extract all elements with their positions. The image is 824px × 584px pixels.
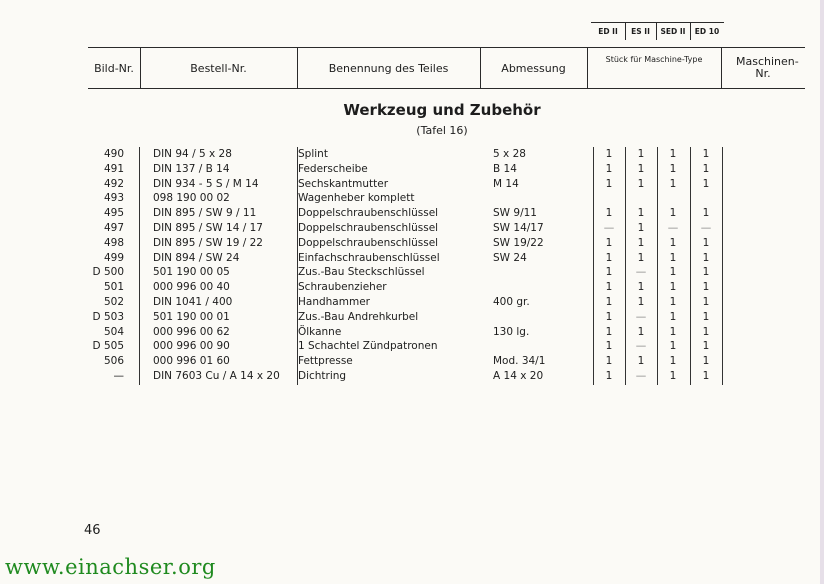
table-row xyxy=(0,147,824,162)
cell-benennung: Doppelschraubenschlüssel xyxy=(298,207,439,220)
cell-bestell-nr: 000 996 00 62 xyxy=(153,325,230,338)
page-number: 46 xyxy=(84,523,101,538)
table-row xyxy=(0,221,824,236)
cell-bild-nr: D 503 xyxy=(92,310,124,323)
cell-stueck-type-2: — xyxy=(635,266,647,279)
watermark-url: www.einachser.org xyxy=(5,555,216,579)
cell-bild-nr: 504 xyxy=(103,325,124,338)
cell-benennung: Doppelschraubenschlüssel xyxy=(298,236,439,249)
cell-stueck-type-1: 1 xyxy=(605,355,613,368)
table-row xyxy=(0,295,824,310)
cell-stueck-type-4: 1 xyxy=(702,296,710,308)
table-row xyxy=(0,206,824,221)
cell-stueck-type-3: 1 xyxy=(669,310,677,323)
cell-bestell-nr: DIN 1041 / 400 xyxy=(153,296,233,308)
cell-benennung: 1 Schachtel Zündpatronen xyxy=(298,340,438,353)
table-row xyxy=(0,280,824,295)
section-title: Werkzeug und Zubehör xyxy=(343,101,541,119)
cell-stueck-type-2: 1 xyxy=(637,296,645,308)
cell-stueck-type-4: 1 xyxy=(702,310,710,323)
cell-stueck-type-1: 1 xyxy=(605,162,613,175)
table-row xyxy=(0,251,824,266)
table-row xyxy=(0,325,824,340)
cell-bild-nr: D 500 xyxy=(92,266,124,279)
cell-stueck-type-2: 1 xyxy=(637,281,645,294)
cell-stueck-type-2: 1 xyxy=(637,207,645,220)
cell-abmessung: A 14 x 20 xyxy=(493,370,544,382)
header-bestell-nr: Bestell-Nr. xyxy=(190,61,247,75)
cell-bild-nr: 490 xyxy=(103,148,124,160)
cell-bestell-nr: 501 190 00 01 xyxy=(153,310,230,323)
cell-bild-nr: 491 xyxy=(103,162,124,175)
cell-abmessung: SW 19/22 xyxy=(493,236,544,249)
cell-abmessung: 130 lg. xyxy=(493,325,530,338)
cell-bestell-nr: 098 190 00 02 xyxy=(153,192,230,205)
page-edge xyxy=(820,0,824,584)
cell-bestell-nr: 000 996 00 40 xyxy=(153,281,230,294)
cell-stueck-type-3: 1 xyxy=(669,251,677,264)
cell-abmessung: Mod. 34/1 xyxy=(493,355,546,368)
cell-stueck-type-2: 1 xyxy=(637,251,645,264)
cell-stueck-type-2: — xyxy=(635,370,647,382)
cell-stueck-type-2: — xyxy=(635,310,647,323)
cell-bild-nr: 495 xyxy=(103,207,124,220)
cell-bestell-nr: DIN 895 / SW 9 / 11 xyxy=(153,207,257,220)
cell-bild-nr: 493 xyxy=(103,192,124,205)
cell-bild-nr: 498 xyxy=(103,236,124,249)
cell-bild-nr: 502 xyxy=(103,296,124,308)
cell-stueck-type-1: 1 xyxy=(605,266,613,279)
type-es2: ES II xyxy=(631,27,650,36)
cell-stueck-type-3: 1 xyxy=(669,325,677,338)
cell-benennung: Fettpresse xyxy=(298,355,353,368)
cell-stueck-type-3: 1 xyxy=(669,340,677,353)
cell-benennung: Doppelschraubenschlüssel xyxy=(298,222,439,234)
table-row xyxy=(0,265,824,280)
cell-stueck-type-4: 1 xyxy=(702,207,710,220)
cell-stueck-type-2: 1 xyxy=(637,162,645,175)
cell-benennung: Ölkanne xyxy=(298,325,342,338)
cell-stueck-type-4: 1 xyxy=(702,340,710,353)
cell-bestell-nr: DIN 895 / SW 19 / 22 xyxy=(153,236,263,249)
header-stueck: Stück für Maschine-Type xyxy=(605,54,703,64)
cell-abmessung: SW 14/17 xyxy=(493,222,544,234)
cell-bild-nr: 499 xyxy=(103,251,124,264)
cell-benennung: Zus.-Bau Andrehkurbel xyxy=(298,310,419,323)
cell-stueck-type-1: 1 xyxy=(605,340,613,353)
type-ed10: ED 10 xyxy=(694,27,720,36)
cell-stueck-type-2: 1 xyxy=(637,355,645,368)
cell-stueck-type-4: 1 xyxy=(702,266,710,279)
table-header xyxy=(88,47,805,89)
cell-bild-nr: 501 xyxy=(103,281,124,294)
cell-stueck-type-3: 1 xyxy=(669,266,677,279)
cell-stueck-type-3: 1 xyxy=(669,148,677,160)
table-row xyxy=(0,354,824,369)
cell-stueck-type-4: 1 xyxy=(702,251,710,264)
cell-stueck-type-1: 1 xyxy=(605,325,613,338)
cell-stueck-type-3: 1 xyxy=(669,177,677,190)
cell-bild-nr: 497 xyxy=(103,222,124,234)
cell-bild-nr: 492 xyxy=(103,177,124,190)
cell-bestell-nr: DIN 94 / 5 x 28 xyxy=(153,148,232,160)
cell-stueck-type-4: 1 xyxy=(702,236,710,249)
cell-benennung: Dichtring xyxy=(298,370,347,382)
cell-stueck-type-2: 1 xyxy=(637,148,645,160)
cell-stueck-type-1: 1 xyxy=(605,207,613,220)
cell-stueck-type-1: 1 xyxy=(605,236,613,249)
cell-stueck-type-2: 1 xyxy=(637,177,645,190)
header-bild-nr: Bild-Nr. xyxy=(94,61,134,75)
cell-benennung: Einfachschraubenschlüssel xyxy=(298,251,440,264)
cell-stueck-type-4: 1 xyxy=(702,355,710,368)
cell-stueck-type-3: 1 xyxy=(669,370,677,382)
section-subtitle: (Tafel 16) xyxy=(416,124,468,137)
cell-benennung: Wagenheber komplett xyxy=(298,192,415,205)
cell-bild-nr: — xyxy=(113,370,124,382)
cell-bild-nr: D 505 xyxy=(92,340,124,353)
cell-stueck-type-2: — xyxy=(635,340,647,353)
cell-stueck-type-2: 1 xyxy=(637,325,645,338)
cell-stueck-type-3: 1 xyxy=(669,236,677,249)
header-abmessung: Abmessung xyxy=(501,61,566,75)
table-row xyxy=(0,236,824,251)
cell-abmessung: 400 gr. xyxy=(493,296,530,308)
cell-abmessung: B 14 xyxy=(493,162,517,175)
cell-stueck-type-1: 1 xyxy=(605,177,613,190)
cell-bestell-nr: DIN 7603 Cu / A 14 x 20 xyxy=(153,370,280,382)
header-benennung: Benennung des Teiles xyxy=(328,61,449,75)
cell-stueck-type-1: — xyxy=(603,222,615,234)
table-row xyxy=(0,162,824,177)
cell-stueck-type-4: 1 xyxy=(702,148,710,160)
cell-stueck-type-1: 1 xyxy=(605,370,613,382)
cell-stueck-type-4: 1 xyxy=(702,281,710,294)
table-row xyxy=(0,369,824,384)
cell-stueck-type-3: 1 xyxy=(669,281,677,294)
cell-abmessung: SW 9/11 xyxy=(493,207,537,220)
cell-benennung: Federscheibe xyxy=(298,162,368,175)
cell-bestell-nr: DIN 137 / B 14 xyxy=(153,162,230,175)
cell-stueck-type-3: 1 xyxy=(669,355,677,368)
cell-abmessung: 5 x 28 xyxy=(493,148,526,160)
cell-stueck-type-4: 1 xyxy=(702,370,710,382)
cell-stueck-type-4: 1 xyxy=(702,162,710,175)
cell-bestell-nr: DIN 895 / SW 14 / 17 xyxy=(153,222,263,234)
cell-stueck-type-1: 1 xyxy=(605,296,613,308)
cell-bestell-nr: 000 996 00 90 xyxy=(153,340,230,353)
cell-benennung: Schraubenzieher xyxy=(298,281,387,294)
table-row xyxy=(0,339,824,354)
cell-stueck-type-3: 1 xyxy=(669,207,677,220)
cell-stueck-type-4: 1 xyxy=(702,325,710,338)
cell-benennung: Splint xyxy=(298,148,328,160)
cell-bestell-nr: DIN 894 / SW 24 xyxy=(153,251,240,264)
cell-bestell-nr: 000 996 01 60 xyxy=(153,355,230,368)
cell-stueck-type-2: 1 xyxy=(637,222,645,234)
cell-stueck-type-3: 1 xyxy=(669,162,677,175)
header-maschinen-nr xyxy=(721,48,805,88)
cell-benennung: Sechskantmutter xyxy=(298,177,389,190)
type-sed2: SED II xyxy=(660,27,686,36)
cell-stueck-type-4: — xyxy=(700,222,712,234)
cell-benennung: Handhammer xyxy=(298,296,370,308)
cell-stueck-type-3: 1 xyxy=(669,296,677,308)
cell-benennung: Zus.-Bau Steckschlüssel xyxy=(298,266,425,279)
cell-bild-nr: 506 xyxy=(103,355,124,368)
cell-stueck-type-4: 1 xyxy=(702,177,710,190)
header-maschinen-nr-label: Maschinen-Nr. xyxy=(736,55,799,80)
type-ed2: ED II xyxy=(598,27,618,36)
cell-stueck-type-1: 1 xyxy=(605,310,613,323)
table-row xyxy=(0,310,824,325)
table-row xyxy=(0,177,824,192)
cell-bestell-nr: 501 190 00 05 xyxy=(153,266,230,279)
cell-stueck-type-1: 1 xyxy=(605,251,613,264)
cell-stueck-type-1: 1 xyxy=(605,148,613,160)
cell-stueck-type-3: — xyxy=(667,222,679,234)
cell-abmessung: M 14 xyxy=(493,177,519,190)
table-row xyxy=(0,191,824,206)
cell-abmessung: SW 24 xyxy=(493,251,527,264)
cell-stueck-type-1: 1 xyxy=(605,281,613,294)
cell-bestell-nr: DIN 934 - 5 S / M 14 xyxy=(153,177,259,190)
cell-stueck-type-2: 1 xyxy=(637,236,645,249)
